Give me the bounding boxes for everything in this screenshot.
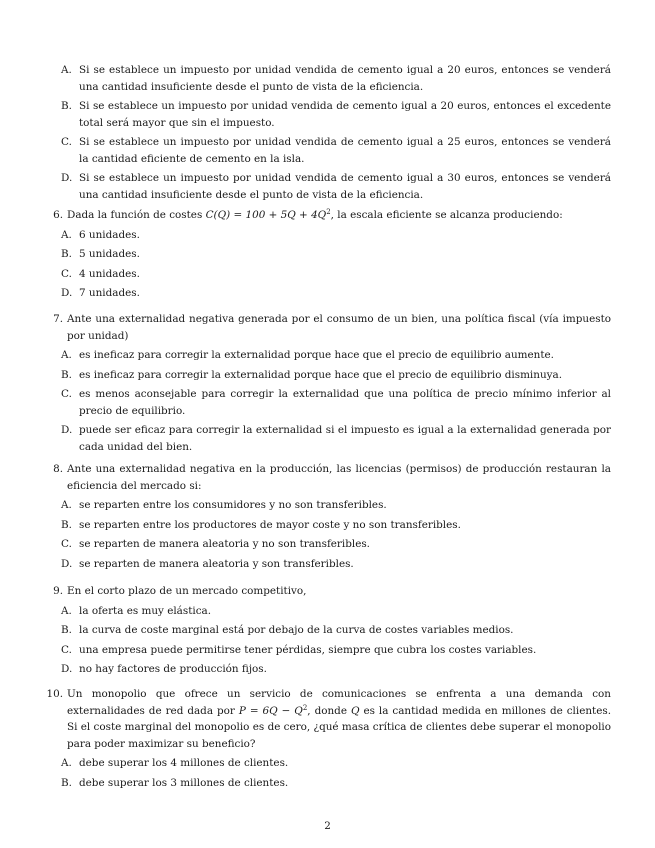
option-text: no hay factores de producción fijos. xyxy=(79,663,267,675)
option-text: se reparten entre los productores de mayor coste y no son transferibles. xyxy=(79,518,461,531)
option-7d xyxy=(0,422,611,455)
question-text: Ante una externalidad negativa en la producción, las licencias (permisos) de producción restauran la eficiencia del mercado si: xyxy=(67,463,611,492)
option-9c xyxy=(0,642,611,659)
option-label: A. xyxy=(61,349,72,361)
option-5b xyxy=(0,98,611,131)
question-text: Ante una externalidad negativa generada por el consumo de un bien, una política fiscal (vía impuesto por unidad) xyxy=(67,313,611,342)
question-9-stem xyxy=(0,583,611,600)
question-number: 10. xyxy=(46,688,63,700)
option-text: Si se establece un impuesto por unidad vendida de cemento igual a 25 euros, entonces se venderá la cantidad eficiente de cemento en la isla. xyxy=(79,136,611,165)
option-5c xyxy=(0,134,611,167)
option-label: C. xyxy=(61,643,72,656)
demand-formula: P = 6Q − Q xyxy=(238,704,303,717)
page-number: 2 xyxy=(324,820,331,832)
question-8 xyxy=(0,461,655,575)
option-label: C. xyxy=(61,136,72,148)
option-text: la oferta es muy elástica. xyxy=(79,604,212,617)
option-text: se reparten entre los consumidores y no son transferibles. xyxy=(79,499,387,511)
option-label: B. xyxy=(61,518,72,531)
question-text: Dada la función de costes xyxy=(67,209,206,221)
question-9 xyxy=(0,583,655,681)
option-7a xyxy=(0,347,611,364)
option-8d xyxy=(0,556,611,573)
question-6 xyxy=(0,207,655,305)
option-9b xyxy=(0,622,611,639)
question-number: 6. xyxy=(53,209,63,221)
option-text: 5 unidades. xyxy=(79,248,140,260)
option-text: es menos aconsejable para corregir la externalidad que una política de precio mínimo inferior al precio de equilibrio. xyxy=(79,388,611,417)
option-label: D. xyxy=(61,663,73,675)
option-label: D. xyxy=(61,557,73,570)
quantity-variable: Q xyxy=(350,704,360,717)
option-8a xyxy=(0,497,611,514)
option-text: debe superar los 4 millones de clientes. xyxy=(79,757,289,769)
option-6c xyxy=(0,266,611,283)
option-9a xyxy=(0,603,611,620)
option-label: A. xyxy=(61,499,72,511)
option-text: se reparten de manera aleatoria y son transferibles. xyxy=(79,557,354,570)
option-text: una empresa puede permitirse tener pérdidas, siempre que cubra los costes variables. xyxy=(79,643,537,656)
option-text: Si se establece un impuesto por unidad vendida de cemento igual a 30 euros, entonces se venderá una cantidad insuficiente desde el punto de vista de la eficiencia. xyxy=(79,172,611,201)
option-8c xyxy=(0,536,611,553)
option-text: se reparten de manera aleatoria y no son transferibles. xyxy=(79,538,370,550)
question-5-options xyxy=(0,62,655,206)
question-text-continued: , la escala eficiente se alcanza produciendo: xyxy=(330,209,563,221)
option-10a xyxy=(0,755,611,772)
cost-function-formula: C(Q) = 100 + 5Q + 4Q xyxy=(205,209,327,221)
option-5d xyxy=(0,170,611,203)
option-label: D. xyxy=(61,424,73,436)
question-text-continued: , donde xyxy=(307,704,351,717)
question-text: En el corto plazo de un mercado competitivo, xyxy=(67,585,307,597)
question-number: 8. xyxy=(53,463,63,475)
option-label: B. xyxy=(61,776,72,789)
option-label: B. xyxy=(61,100,72,112)
option-label: D. xyxy=(61,287,73,299)
question-number: 7. xyxy=(53,313,63,325)
option-7c xyxy=(0,386,611,419)
option-text: es ineficaz para corregir la externalidad porque hace que el precio de equilibrio aumente. xyxy=(79,349,554,361)
option-label: C. xyxy=(61,388,72,400)
question-8-stem xyxy=(0,461,611,494)
question-7-stem xyxy=(0,311,611,344)
option-label: A. xyxy=(61,757,72,769)
option-text: 7 unidades. xyxy=(79,287,140,299)
option-8b xyxy=(0,517,611,534)
option-5a xyxy=(0,62,611,95)
option-text: 4 unidades. xyxy=(79,267,140,280)
question-6-stem xyxy=(0,207,611,224)
option-label: D. xyxy=(61,172,73,184)
question-number: 9. xyxy=(53,585,63,597)
option-text: es ineficaz para corregir la externalidad porque hace que el precio de equilibrio disminuya. xyxy=(79,368,563,381)
question-10 xyxy=(0,686,655,794)
option-label: A. xyxy=(61,64,72,76)
option-text: debe superar los 3 millones de clientes. xyxy=(79,776,289,789)
option-6d xyxy=(0,285,611,302)
option-label: B. xyxy=(61,368,72,381)
option-7b xyxy=(0,367,611,384)
option-text: Si se establece un impuesto por unidad vendida de cemento igual a 20 euros, entonces el excedente total será mayor que sin el impuesto. xyxy=(79,100,611,129)
option-label: A. xyxy=(61,228,72,241)
option-text: la curva de coste marginal está por debajo de la curva de costes variables medios. xyxy=(79,624,514,636)
option-label: C. xyxy=(61,267,72,280)
option-label: B. xyxy=(61,248,72,260)
question-7 xyxy=(0,311,655,458)
option-text: Si se establece un impuesto por unidad vendida de cemento igual a 20 euros, entonces se venderá una cantidad insuficiente desde el punto de vista de la eficiencia. xyxy=(79,64,611,93)
option-label: A. xyxy=(61,604,72,617)
option-6b xyxy=(0,246,611,263)
option-9d xyxy=(0,661,611,678)
formula-exponent: 2 xyxy=(302,703,308,712)
option-label: B. xyxy=(61,624,72,636)
option-text: 6 unidades. xyxy=(79,228,140,241)
option-6a xyxy=(0,227,611,244)
option-text: puede ser eficaz para corregir la externalidad si el impuesto es igual a la externalidad generada por cada unidad del bien. xyxy=(79,424,611,453)
option-10b xyxy=(0,775,611,792)
option-label: C. xyxy=(61,538,72,550)
question-text-continued: es la cantidad medida en millones de clientes. Si el coste marginal del monopolio es de cero, ¿qué masa crítica de clientes debe superar el monopolio para poder maximizar su beneficio? xyxy=(67,704,612,750)
formula-exponent: 2 xyxy=(326,208,331,216)
question-10-stem xyxy=(0,686,611,752)
question-text: Un monopolio que ofrece un servicio de comunicaciones se enfrenta a una demanda con externalidades de red dada por xyxy=(67,688,611,717)
